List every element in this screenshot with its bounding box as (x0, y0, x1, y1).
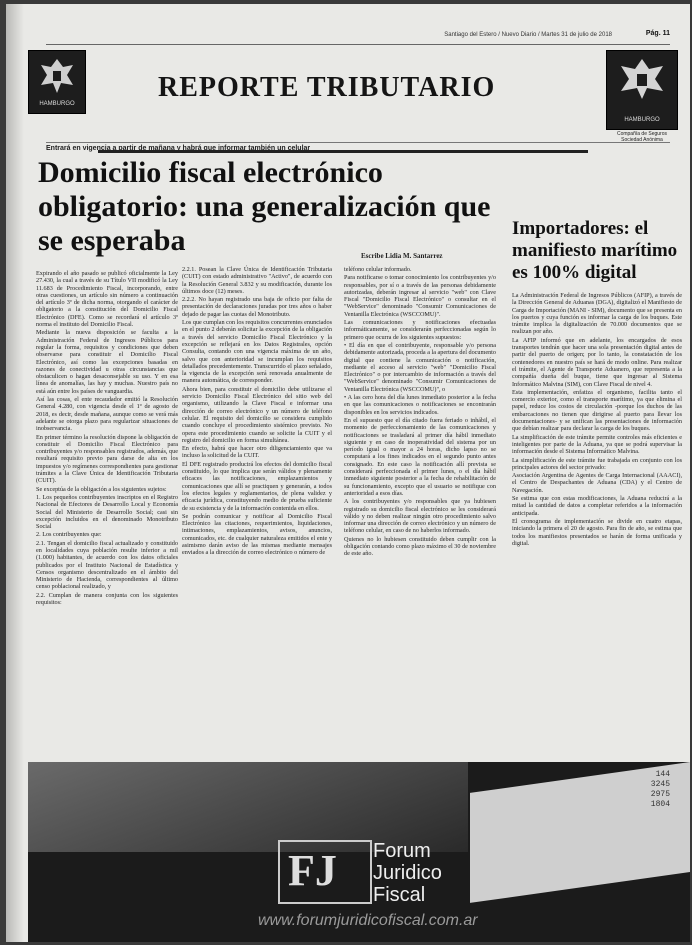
page-number: Pág. 11 (645, 30, 670, 37)
paragraph: 2.2.2. No hayan registrado una baja de oficio por falta de presentación de declaraciones juradas por tres años o haber dejado de pagar las cuotas del Monotributo. (182, 296, 332, 318)
article-headline: Domicilio fiscal electrónico obligatorio: una generalización que se esperaba (38, 156, 491, 257)
paragraph: La simplificación de este trámite permite controles más eficientes e inteligentes por parte de la Aduana, ya que se podrá supervisar la información desde el Sistema Informático Malvina. (512, 433, 682, 456)
sidebar-column (512, 292, 682, 548)
paragraph: En el supuesto que el día citado fuera feriado o inhábil, el momento de perfeccionamiento de las comunicaciones y notificaciones se trasladará al primer día hábil inmediato siguiente y en caso de inoperatividad del sistema por un período igual o mayor a 24 horas, dicho lapso no se computará a los fines indicados en el segundo punto antes consignado. En este caso la notificación allí prevista se considerará perfeccionada el primer lunes, o el día hábil inmediato siguiente posterior a la fecha de rehabilitación de su funcionamiento, excepto que el usuario se notifique con anterioridad a esos días. (344, 416, 496, 497)
paragraph: Los que cumplan con los requisitos concurrentes enunciados en el punto 2 deberán solicitar la excepción de la obligación a través del servicio Domicilio Fiscal Electrónico y la excepción se reflejará en los Datos Registrales, opción Consulta, contando con una vigencia máxima de un año, salvo que con anterioridad se incumplan los requisitos detallados precedentemente. Transcurrido el plazo señalado, la vigencia de la excepción será renovada anualmente de manera automática, de corresponder. (182, 319, 333, 385)
article-byline: Escribe Lidia M. Santarrez (361, 252, 443, 260)
sponsor-logo-left (28, 50, 86, 114)
running-header-meta: Santiago del Estero / Nuevo Diario / Martes 31 de julio de 2018 (444, 32, 612, 38)
paragraph: • A las cero hora del día lunes inmediato posterior a la fecha en que las comunicaciones o notificaciones se encontrarán disponibles en los servicios indicados. (344, 394, 496, 416)
paragraph: Se exceptúa de la obligación a los siguientes sujetos: (36, 485, 167, 493)
paragraph: El DFE registrado producirá los efectos del domicilio fiscal constituido, lo que implica que serán válidos y plenamente eficaces las notificaciones, emplazamientos y comunicaciones que allí se practiquen y generarán, a todos los efectos legales y reglamentarios, de plena validez y eficacia jurídica, constituyendo medio de prueba suficiente de su existencia y de la información contenida en ellos. (182, 460, 332, 512)
logo-right-text: HAMBURGO (624, 117, 660, 123)
newspaper-page (6, 4, 690, 942)
running-header (46, 32, 670, 45)
paragraph: La simplificación de este trámite fue trabajada en conjunto con los principales actores del sector privado: (512, 456, 682, 471)
page-fold-shadow (6, 4, 24, 942)
logo-left-text: HAMBURGO (39, 101, 75, 107)
ad-brand-name: Forum Juridico Fiscal (373, 840, 442, 906)
section-title: REPORTE TRIBUTARIO (158, 72, 496, 103)
paragraph: 2.2. Cumplan de manera conjunta con los siguientes requisitos: (36, 591, 178, 607)
paragraph: Para notificarse o tomar conocimiento los contribuyentes y/o responsables, por sí o a través de las personas debidamente autorizadas, deberán ingresar al servicio "web" con Clave Fiscal "Domicilio Fiscal Electrónico" o consultar en el "WebService" denominado "Consumir Comunicaciones de Ventanilla Electrónica (WSCCOMU)". (344, 274, 496, 318)
advertisement-banner (28, 762, 690, 942)
ad-numbers: 144 3245 2975 1804 (650, 770, 670, 809)
eagle-crest-icon (37, 57, 77, 95)
article-column-3 (344, 266, 496, 559)
ad-logo-letters: FJ (288, 846, 337, 895)
ad-url: www.forumjuridicofiscal.com.ar (258, 912, 478, 929)
ad-logo-mark (278, 840, 372, 904)
paragraph: El cronograma de implementación se divide en cuatro etapas, iniciando la primera el 20 de agosto. Para fin de año, se estima que todos los manifiestos presentados se harán de forma unificada y digital. (512, 517, 682, 547)
paragraph: teléfono celular informado. (344, 266, 412, 273)
paragraph: Asociación Argentina de Agentes de Carga Internacional (AAACI), el Centro de Despachantes de Aduana (CDA) y el Centro de Navegación. (512, 472, 682, 494)
logo-right-subtext: Compañía de Seguros Sociedad Anónima (616, 131, 668, 143)
sponsor-logo-right (606, 50, 678, 143)
paragraph: 2.1. Tengan el domicilio fiscal actualizado y constituido en localidades cuya población resulte inferior a mil (1.000) habitantes, de acuerdo con los datos oficiales publicados por el Instituto Nacional de Estadística y Censos organismo descentralizado en el ámbito del Ministerio de Hacienda, correspondientes al último censo poblacional realizado, y (36, 539, 178, 591)
paragraph: 1. Los pequeños contribuyentes inscriptos en el Registro Nacional de Efectores de Desarrollo Local y Economía Social del Ministerio de Desarrollo Social; casi sin excepción incluidos en el denominado Monotributo Social (36, 493, 178, 531)
paragraph: En primer término la resolución dispone la obligación de constituir el Domicilio Fiscal Electrónico para contribuyentes y/o responsables registrados, además, que resultará requisito previo para darse de alta en los impuestos y/o regímenes correspondientes para gestionar trámites a la Clave Única de Identificación Tributaria (CUIT). (36, 433, 178, 485)
paragraph: Ahora bien, para constituir el domicilio debe utilizarse el servicio Domicilio Fiscal Electrónico del sitio web del organismo, utilizando la Clave Fiscal e informar una dirección de correo electrónico y un número de teléfono celular. El requisito del domicilio se considera cumplido cuando concluye el procedimiento sistémico previsto. No opera este procedimiento cuando se solicite la CUIT y el registro del domicilio en forma simultánea. (182, 385, 332, 444)
ad-keyboard-image (28, 762, 468, 852)
paragraph: Así las cosas, el ente recaudador emitió la Resolución General 4.280, con vigencia desde el 1º de agosto de 2018, es decir, desde mañana, aunque como se verá más adelante se otorga plazo para regularizar situaciones de inobservancia. (36, 396, 178, 433)
masthead (28, 50, 678, 143)
article-column-2 (182, 266, 332, 558)
paragraph: Expirando el año pasado se publicó oficialmente la Ley 27.430, la cual a través de su Título VII modificó la Ley 11.683 de Procedimiento Fiscal, incorporando, entre otras cuestiones, un artículo sin número a continuación del artículo 3º de dicha norma, otorgando el carácter de obligatorio a la constitución del Domicilio Fiscal Electrónico (DFE). Como se recordará el artículo 3º norma el instituto del Domicilio Fiscal. (36, 270, 178, 329)
sidebar-headline: Importadores: el manifiesto marítimo es 100% digital (512, 218, 678, 283)
paragraph: Esta implementación, enfatiza el organismo, facilita tanto el comercio exterior, como el transporte marítimo, ya que elimina el papel, reduce los costos de circulación -porque los duchos de las embarcaciones no tienen que dirigirse al puerto para llevar los documentaciones- y se unifican las presentaciones de información que debían realizar para declarar la carga de los buques. (512, 388, 682, 433)
paragraph: A los contribuyentes y/o responsables que ya hubiesen registrado su domicilio fiscal electrónico se les considerará válido y no deben realizar ningún otro procedimiento salvo informar una dirección de correo electrónico y un número de teléfono celular, en caso de no haberlos informado. (344, 498, 496, 535)
paragraph: La AFIP informó que en adelante, los encargados de esos transportes tendrán que hacer una sola presentación digital antes de partir del puerto de origen; por lo tanto, la constatación de los contenedores en nuestro país se hará de modo online. Para realizar el trámite, el Agente de Transporte Aduanero, que representa a la compañía dueña del buque, tiene que ingresar al Sistema Informático Malvina (SIM), con Clave Fiscal de nivel 4. (512, 336, 682, 388)
paragraph: La Administración Federal de Ingresos Públicos (AFIP), a través de la Dirección General de Aduanas (DGA), digitalizó el Manifiesto de Carga de Importación (MANI - SIM), documento que se presenta en los puertos y cuya función es informar la carga de los buques. Este trámite implica la digitalización de 70.000 documentos que se realizan por año. (512, 292, 682, 336)
paragraph: 2. Los contribuyentes que: (36, 531, 102, 539)
paragraph: En efecto, habrá que hacer otro diligenciamiento que va incluso la solicitud de la CUIT. (182, 445, 332, 460)
paragraph: 2.2.1. Posean la Clave Única de Identificación Tributaria (CUIT) con estado administrativo "Activo", de acuerdo con la Resolución General 3.832 y su modificación, durante los últimos doce (12) meses. (182, 266, 332, 295)
article-kicker: Entrará en vigencia a partir de mañana y habrá que informar también un celular (46, 142, 670, 152)
paragraph: Mediante la nueva disposición se faculta a la Administración Federal de Ingresos Públicos para regular la forma, requisitos y condiciones que deben observarse para constituir el Domicilio Fiscal Electrónico, así como las excepciones basadas en razones de conectividad u otras circunstancias que obstaculicen o hagan desaconsejable su uso. Y en esa línea de anomalías, las hay y muchas. Nuestro país no está aún entre los países de vanguardia. (36, 329, 178, 395)
paragraph: Quienes no lo hubiesen constituido deben cumplir con la obligación contando como plazo máximo el 30 de noviembre de este año. (344, 535, 496, 558)
eagle-crest-icon (615, 57, 669, 101)
paragraph: Se podrán comunicar y notificar al Domicilio Fiscal Electrónico las citaciones, requerimientos, liquidaciones, intimaciones, emplazamientos, avisos, anuncios, comunicados, etc. de cualquier naturaleza emitidos el ente y asimismo darán aviso de las mismas mediante mensajes enviados a la dirección de correo electrónico o número de (182, 512, 332, 557)
paragraph: Las comunicaciones y notificaciones efectuadas informáticamente, se considerarán perfeccionadas según lo primero que ocurra de los siguientes supuestos: (344, 319, 496, 341)
paragraph: Se estima que con estas modificaciones, la Aduana reducirá a la mitad la cantidad de datos a completar referidos a la información anticipada. (512, 495, 682, 517)
paragraph: • El día en que el contribuyente, responsable y/o persona debidamente autorizada, proceda a la apertura del documento digital que contiene la comunicación o notificación, mediante el acceso al servicio "web" "Domicilio Fiscal Electrónico" o por intercambio de información a través del "WebService" denominado "Consumir Comunicaciones de Ventanilla Electrónica (WSCCOMU)", o (344, 341, 496, 393)
article-column-1 (36, 270, 178, 607)
